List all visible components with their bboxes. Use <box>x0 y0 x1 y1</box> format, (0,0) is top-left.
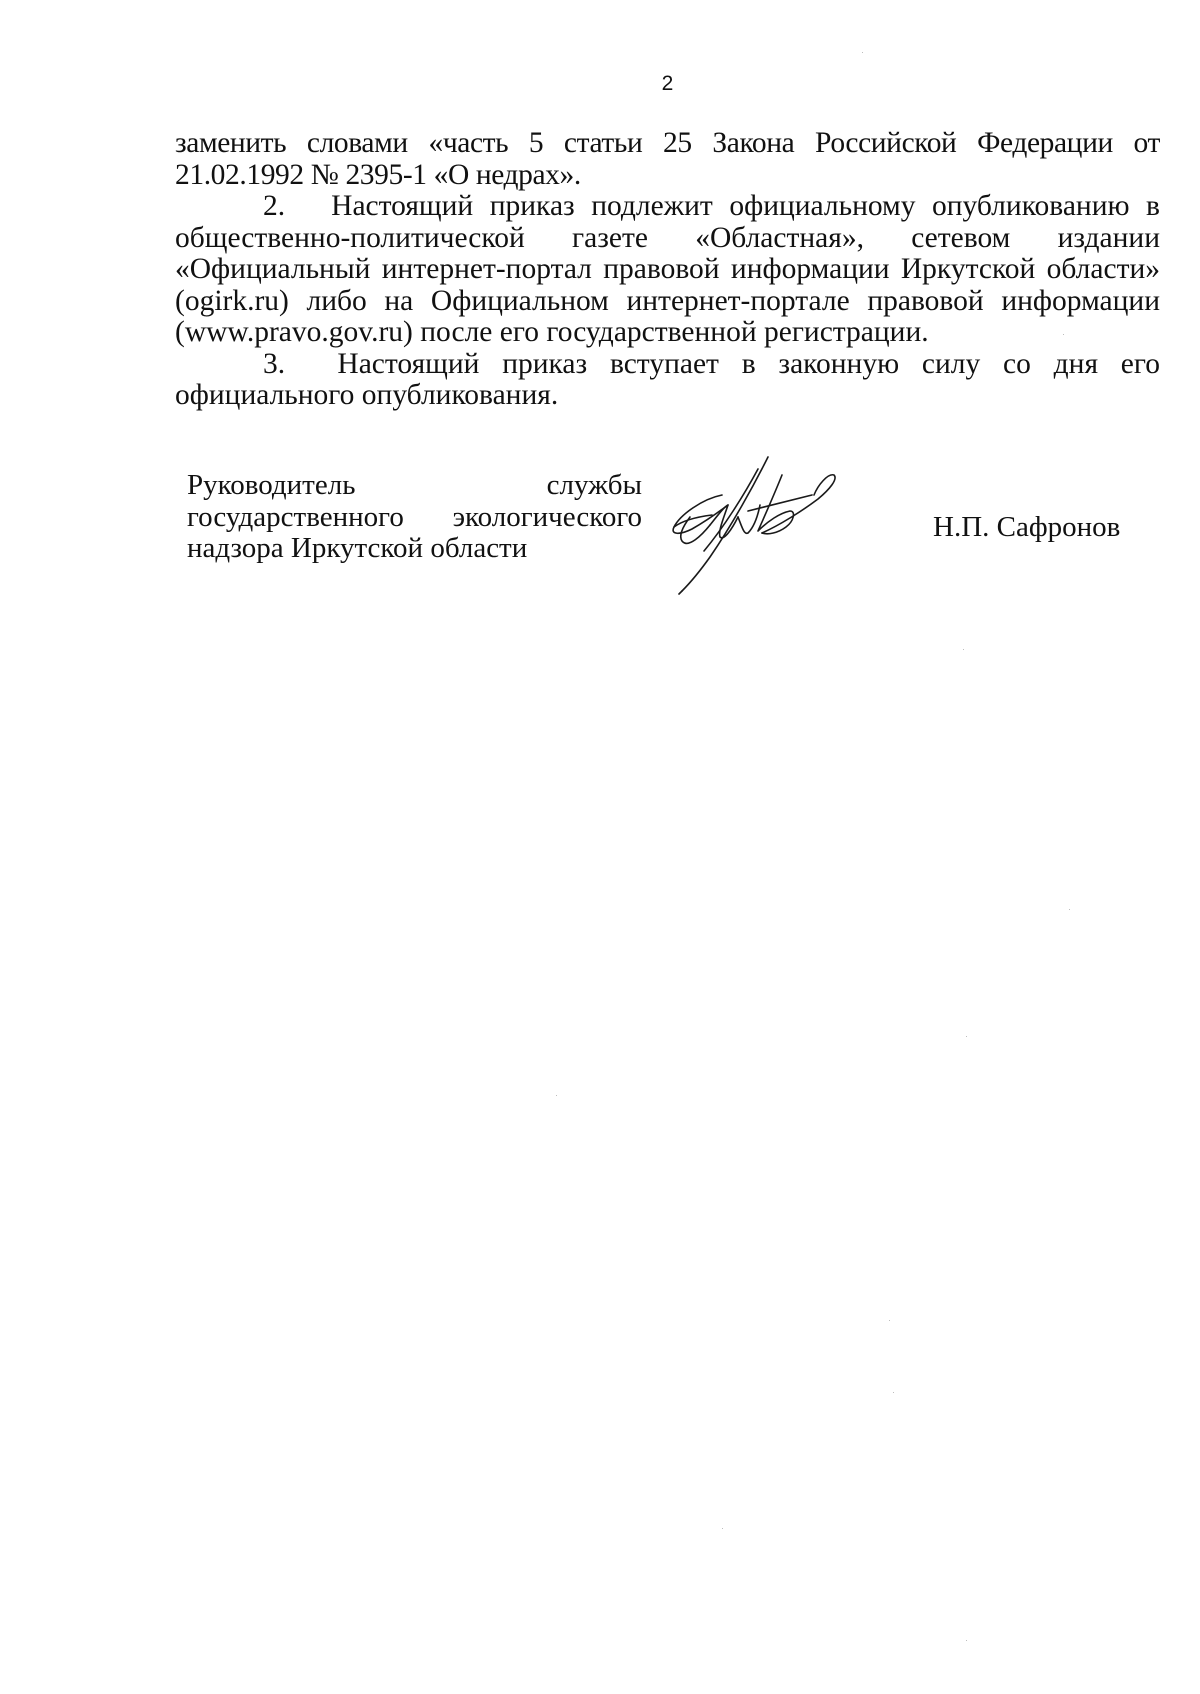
paragraph-continuation: заменить словами «часть 5 статьи 25 Закона Российской Федерации от 21.02.1992 № 2395-1 «О недрах». <box>175 127 1160 191</box>
scan-speck <box>722 1528 723 1529</box>
scan-speck <box>889 1320 890 1321</box>
scan-speck <box>862 52 863 53</box>
scan-speck <box>1063 334 1064 335</box>
signatory-position-line: государственного экологического <box>187 500 642 533</box>
scan-speck <box>963 649 964 650</box>
handwritten-signature <box>662 455 862 595</box>
scan-speck <box>966 1640 967 1641</box>
signatory-name: Н.П. Сафронов <box>933 511 1121 543</box>
paragraph-entry-into-force: 3. Настоящий приказ вступает в законную силу со дня его официального опубликования. <box>175 347 1160 411</box>
page-number: 2 <box>661 72 674 95</box>
scan-speck <box>966 1036 967 1037</box>
scan-speck <box>893 1392 894 1393</box>
signatory-position <box>187 470 642 565</box>
signatory-position-line: Руководитель службы <box>187 469 642 501</box>
paragraph-publication: 2. Настоящий приказ подлежит официальному опубликованию в общественно-политической газете «Областная», сетевом издании «Официальный интернет-портал правовой информации Иркутской области» (ogirk.ru) либо на Официальном интернет-портале правовой информации (www.pravo.gov.ru) после его государственной регистрации. <box>175 190 1160 348</box>
signatory-position-line: надзора Иркутской области <box>187 532 528 564</box>
document-body <box>175 128 1160 412</box>
scan-speck <box>556 1095 557 1096</box>
scan-speck <box>1069 909 1070 910</box>
